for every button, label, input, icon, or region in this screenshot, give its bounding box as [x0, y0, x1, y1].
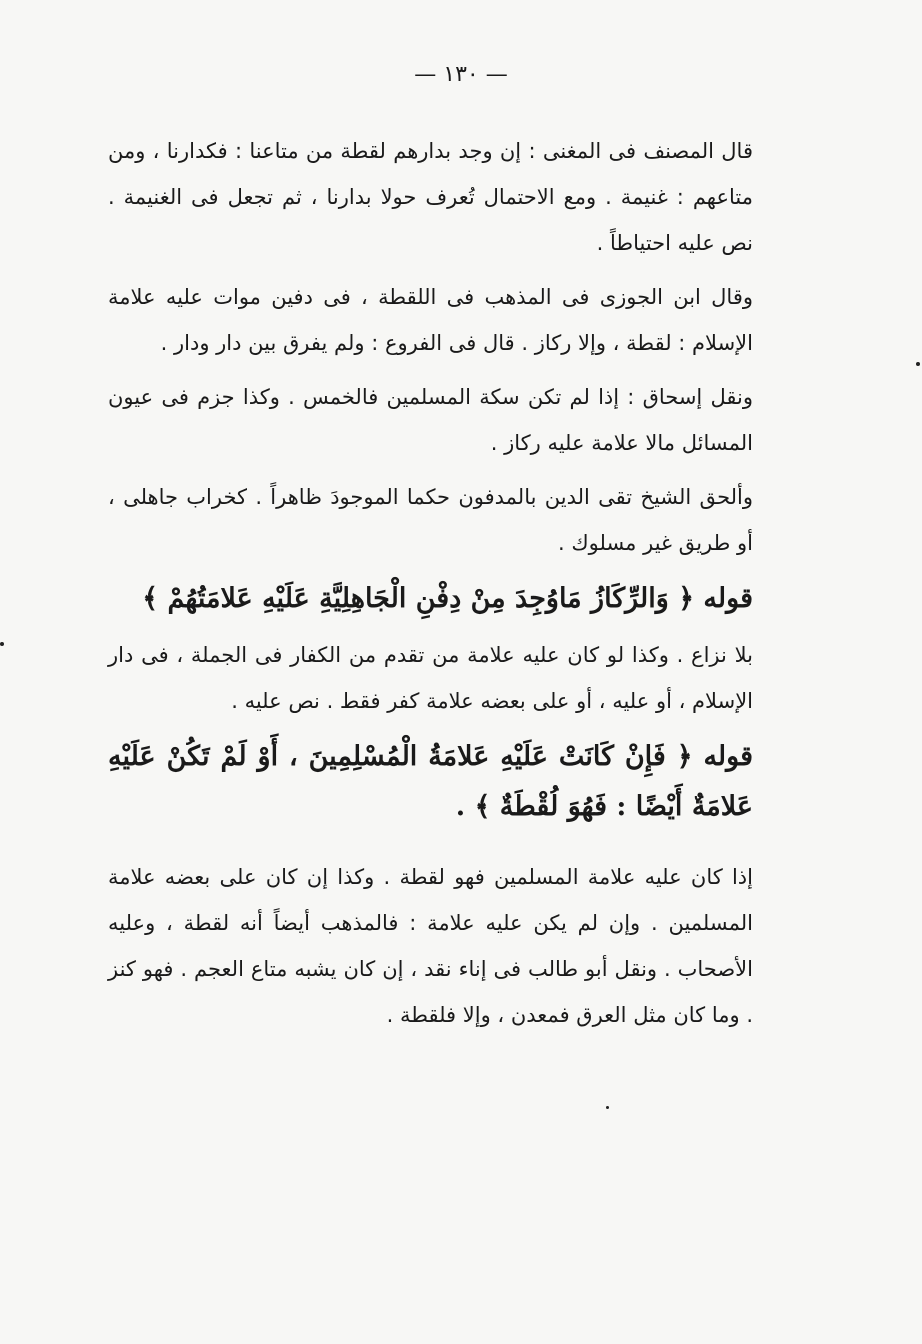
paragraph-3: ونقل إسحاق : إذا لم تكن سكة المسلمين فالخمس . وكذا جزم فى عيون المسائل مالا علامة عليه ركاز .: [108, 385, 753, 455]
paragraph-4: وألحق الشيخ تقى الدين بالمدفون حكما الموجودَ ظاهراً . كخراب جاهلى ، أو طريق غير مسلوك .: [108, 485, 753, 555]
quote-heading-1: قوله ﴿ وَالرِّكَازُ مَاوُجِدَ مِنْ دِفْنِ الْجَاهِلِيَّةِ عَلَيْهِ عَلامَتُهُمْ ﴾: [142, 583, 753, 614]
paragraph-5: بلا نزاع . وكذا لو كان عليه علامة من تقدم من الكفار فى الجملة ، فى دار الإسلام ، أو عليه ، أو على بعضه علامة كفر فقط . نص عليه .: [108, 643, 753, 713]
margin-speck: [0, 642, 4, 646]
page-number: — ١٣٠ —: [414, 62, 508, 87]
body-text: [108, 128, 753, 1046]
paragraph-6: إذا كان عليه علامة المسلمين فهو لقطة . وكذا إن كان على بعضه علامة المسلمين . وإن لم يكن عليه علامة : فالمذهب أيضاً أنه لقطة ، وعليه الأصحاب . ونقل أبو طالب فى إناء نقد ، إن كان يشبه متاع العجم . فهو كنز . وما كان مثل العرق فمعدن ، وإلا فلقطة .: [108, 865, 753, 1027]
paragraph-2: وقال ابن الجوزى فى المذهب فى اللقطة ، فى دفين موات عليه علامة الإسلام : لقطة ، وإلا ركاز . قال فى الفروع : ولم يفرق بين دار ودار .: [108, 285, 753, 355]
margin-speck: [916, 362, 920, 366]
quote-heading-2: قوله ﴿ فَإِنْ كَانَتْ عَلَيْهِ عَلامَةُ الْمُسْلِمِينَ ، أَوْ لَمْ تَكُنْ عَلَيْهِ عَلامَةٌ أَيْضًا : فَهُوَ لُقْطَةٌ ﴾ .: [108, 741, 753, 822]
paragraph-1: قال المصنف فى المغنى : إن وجد بدارهم لقطة من متاعنا : فكدارنا ، ومن متاعهم : غنيمة . ومع الاحتمال تُعرف حولا بدارنا ، ثم تجعل فى الغنيمة . نص عليه احتياطاً .: [108, 139, 753, 255]
margin-speck: [606, 1106, 609, 1109]
